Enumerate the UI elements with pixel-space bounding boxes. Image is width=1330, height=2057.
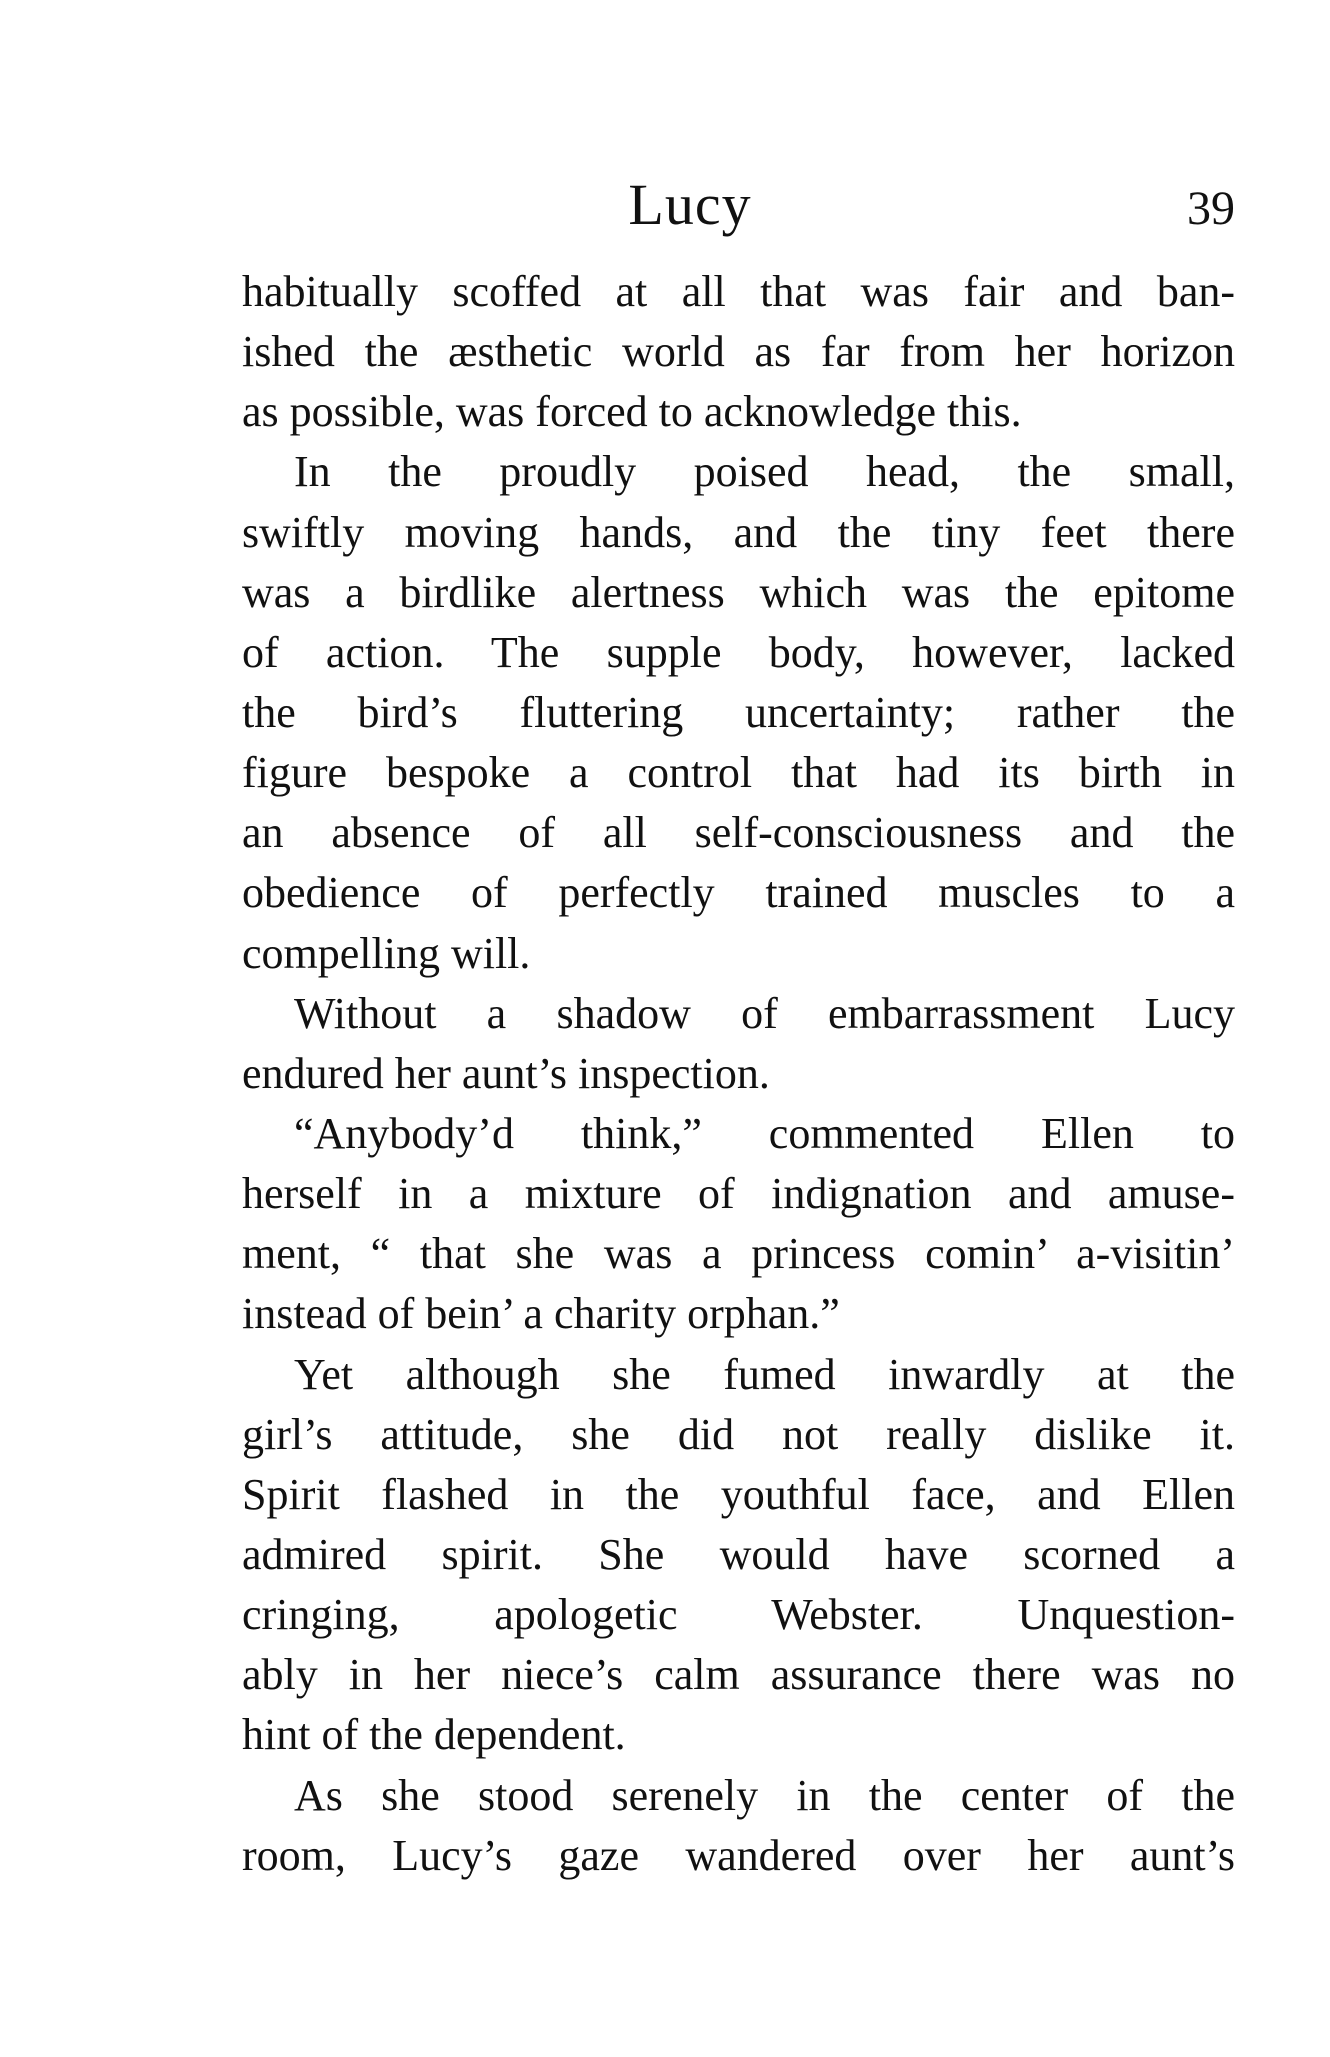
running-title: Lucy <box>628 172 752 237</box>
text-line: an absence of all self-consciousness and the <box>242 808 1235 858</box>
text-line: ment, “ that she was a princess comin’ a-visitin’ <box>242 1229 1235 1279</box>
text-line: obedience of perfectly trained muscles to a <box>242 868 1235 918</box>
body-text <box>242 262 1235 1886</box>
text-line: cringing, apologetic Webster. Unquestion- <box>242 1590 1235 1640</box>
page-number: 39 <box>1187 182 1235 235</box>
text-line: herself in a mixture of indignation and amuse- <box>242 1169 1235 1219</box>
text-line: In the proudly poised head, the small, <box>294 447 1235 497</box>
text-line: of action. The supple body, however, lacked <box>242 627 1235 677</box>
text-line: As she stood serenely in the center of the <box>294 1770 1235 1820</box>
text-line: “Anybody’d think,” commented Ellen to <box>294 1108 1235 1158</box>
text-line: endured her aunt’s inspection. <box>242 1048 770 1098</box>
text-line: ished the æsthetic world as far from her horizon <box>242 327 1235 377</box>
text-line: swiftly moving hands, and the tiny feet there <box>242 507 1235 557</box>
text-line: the bird’s fluttering uncertainty; rather the <box>242 687 1235 737</box>
text-line: room, Lucy’s gaze wandered over her aunt’s <box>242 1830 1235 1880</box>
text-line: Spirit flashed in the youthful face, and Ellen <box>242 1469 1235 1519</box>
text-line: compelling will. <box>242 928 531 978</box>
text-line: as possible, was forced to acknowledge this. <box>242 387 1022 437</box>
text-line: habitually scoffed at all that was fair and ban- <box>242 267 1235 316</box>
text-line: girl’s attitude, she did not really dislike it. <box>242 1409 1235 1459</box>
text-line: instead of bein’ a charity orphan.” <box>242 1289 840 1339</box>
text-line: admired spirit. She would have scorned a <box>242 1529 1235 1579</box>
text-line: Without a shadow of embarrassment Lucy <box>294 988 1235 1038</box>
text-line: Yet although she fumed inwardly at the <box>294 1349 1235 1399</box>
text-line: hint of the dependent. <box>242 1710 626 1760</box>
running-head <box>0 165 1330 245</box>
text-line: was a birdlike alertness which was the epitome <box>242 567 1235 617</box>
text-line: ably in her niece’s calm assurance there was no <box>242 1650 1235 1700</box>
text-line: figure bespoke a control that had its birth in <box>242 748 1235 798</box>
